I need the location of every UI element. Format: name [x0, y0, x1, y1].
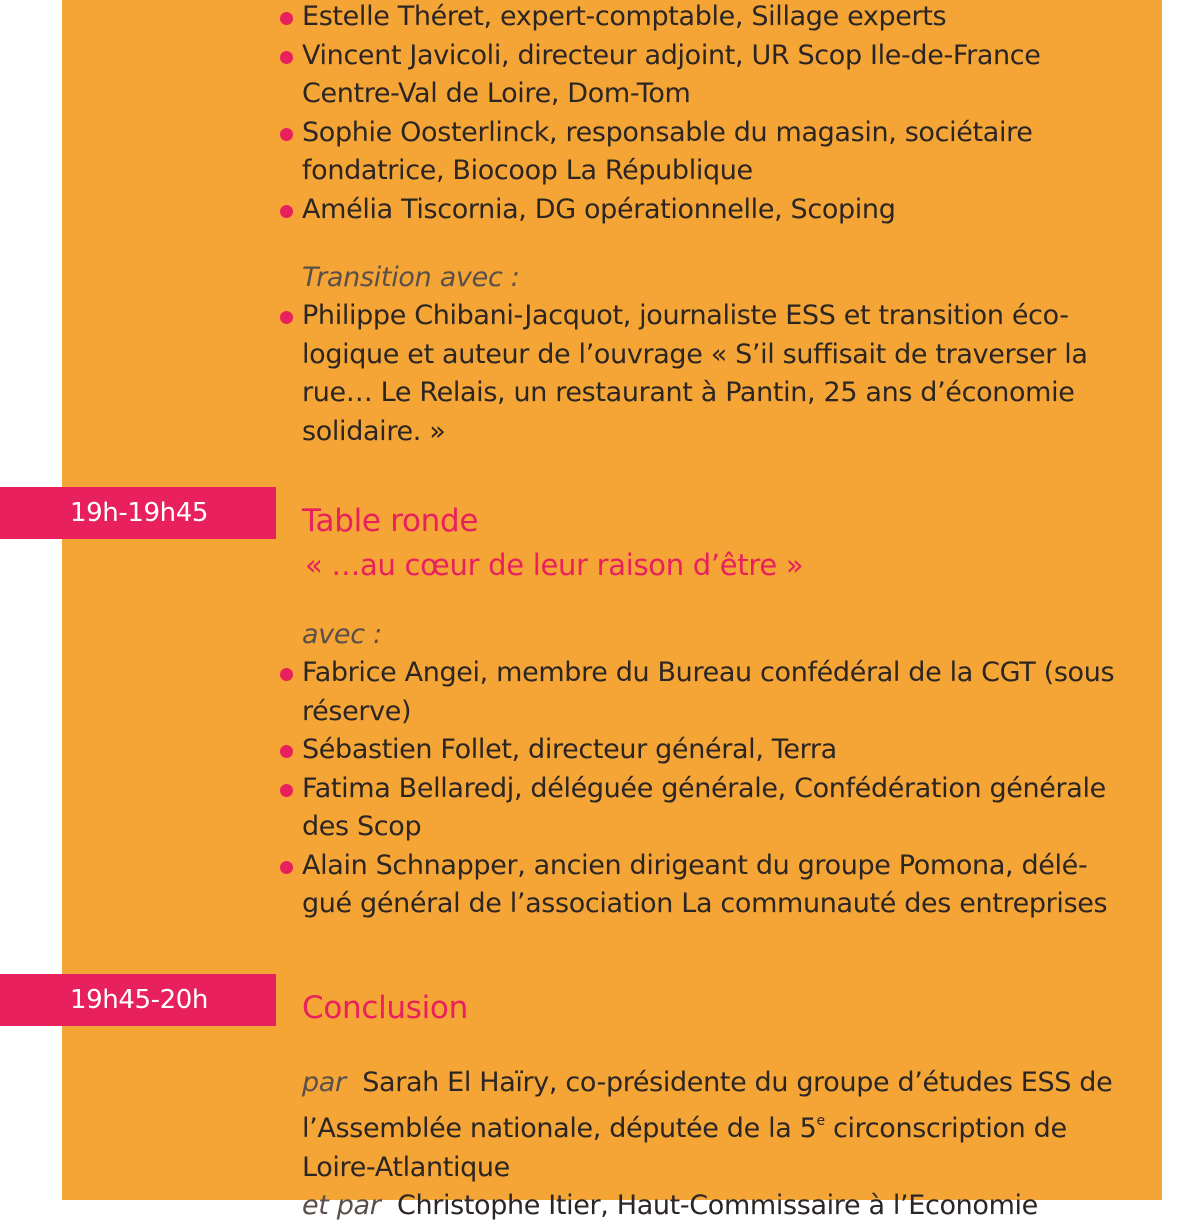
speaker-item-continued [278, 152, 1158, 191]
speaker-item: Sophie Oosterlinck, responsable du magasin, sociétaire [278, 114, 1158, 153]
section-title-conclusion: Conclusion [302, 989, 468, 1026]
par-label: par [302, 1066, 346, 1098]
speaker-item-continued [278, 693, 1158, 732]
section-subtitle-table-ronde: « …au cœur de leur raison d’être » [305, 548, 804, 582]
speaker-item-continued [278, 885, 1158, 924]
section-title-table-ronde: Table ronde [302, 503, 479, 539]
speaker-item: Amélia Tiscornia, DG opérationnelle, Scoping [278, 191, 1158, 230]
transition-intro: Transition avec : [302, 262, 520, 293]
par1-line1: Sarah El Haïry, co-présidente du groupe d’études ESS de [362, 1066, 1113, 1098]
speaker-continuation-text: Centre-Val de Loire, Dom-Tom [302, 78, 691, 109]
transition-continuation-text: logique et auteur de l’ouvrage « S’il suffisait de traverser la [302, 338, 1088, 370]
speaker-list-section2 [278, 654, 1158, 924]
transition-continuation-text: solidaire. » [302, 415, 446, 447]
speaker-continuation-text: réserve) [302, 695, 412, 727]
speaker-item: Vincent Javicoli, directeur adjoint, UR Scop Ile-de-France [278, 37, 1158, 76]
par2-text: Christophe Itier, Haut-Commissaire à l’Economie [396, 1190, 1038, 1221]
time-tab-table-ronde: 19h-19h45 [0, 487, 276, 539]
speaker-item: Sébastien Follet, directeur général, Terra [278, 731, 1158, 770]
table-ronde-intro: avec : [302, 619, 382, 650]
speaker-continuation-text: des Scop [302, 811, 422, 842]
speaker-item: Fabrice Angei, membre du Bureau confédéral de la CGT (sous [278, 654, 1158, 693]
speaker-item: Estelle Théret, expert-comptable, Sillage experts [278, 0, 1158, 37]
program-content [278, 0, 1158, 1226]
speaker-item: Fatima Bellaredj, déléguée générale, Confédération générale [278, 770, 1158, 809]
speaker-item-continued [278, 808, 1158, 847]
conclusion-speaker-1 [278, 1064, 1158, 1103]
speaker-list-section1 [278, 0, 1158, 229]
transition-continuation-text: rue… Le Relais, un restaurant à Pantin, 25 ans d’économie [302, 377, 1075, 408]
transition-list [278, 297, 1158, 451]
par1-line2a: l’Assemblée nationale, députée de la 5 [302, 1113, 817, 1144]
speaker-continuation-text: fondatrice, Biocoop La République [302, 155, 753, 186]
transition-line-continued [278, 413, 1158, 452]
conclusion-speaker-1-line3: Loire-Atlantique [302, 1151, 510, 1183]
transition-line-continued [278, 336, 1158, 375]
speaker-item: Alain Schnapper, ancien dirigeant du groupe Pomona, délé- [278, 847, 1158, 886]
speaker-continuation-text: gué général de l’association La communauté des entreprises [302, 888, 1108, 919]
conclusion-speaker-1-line2 [278, 1102, 1158, 1149]
par1-line2b: circonscription de [824, 1113, 1067, 1144]
transition-line-continued [278, 374, 1158, 413]
ordinal-superscript: e [816, 1113, 825, 1129]
speaker-item-continued [278, 75, 1158, 114]
et-par-label: et par [302, 1190, 381, 1221]
conclusion-speaker-2 [278, 1187, 1158, 1226]
transition-line: Philippe Chibani-Jacquot, journaliste ESS et transition éco- [278, 297, 1158, 336]
time-tab-conclusion: 19h45-20h [0, 974, 276, 1026]
